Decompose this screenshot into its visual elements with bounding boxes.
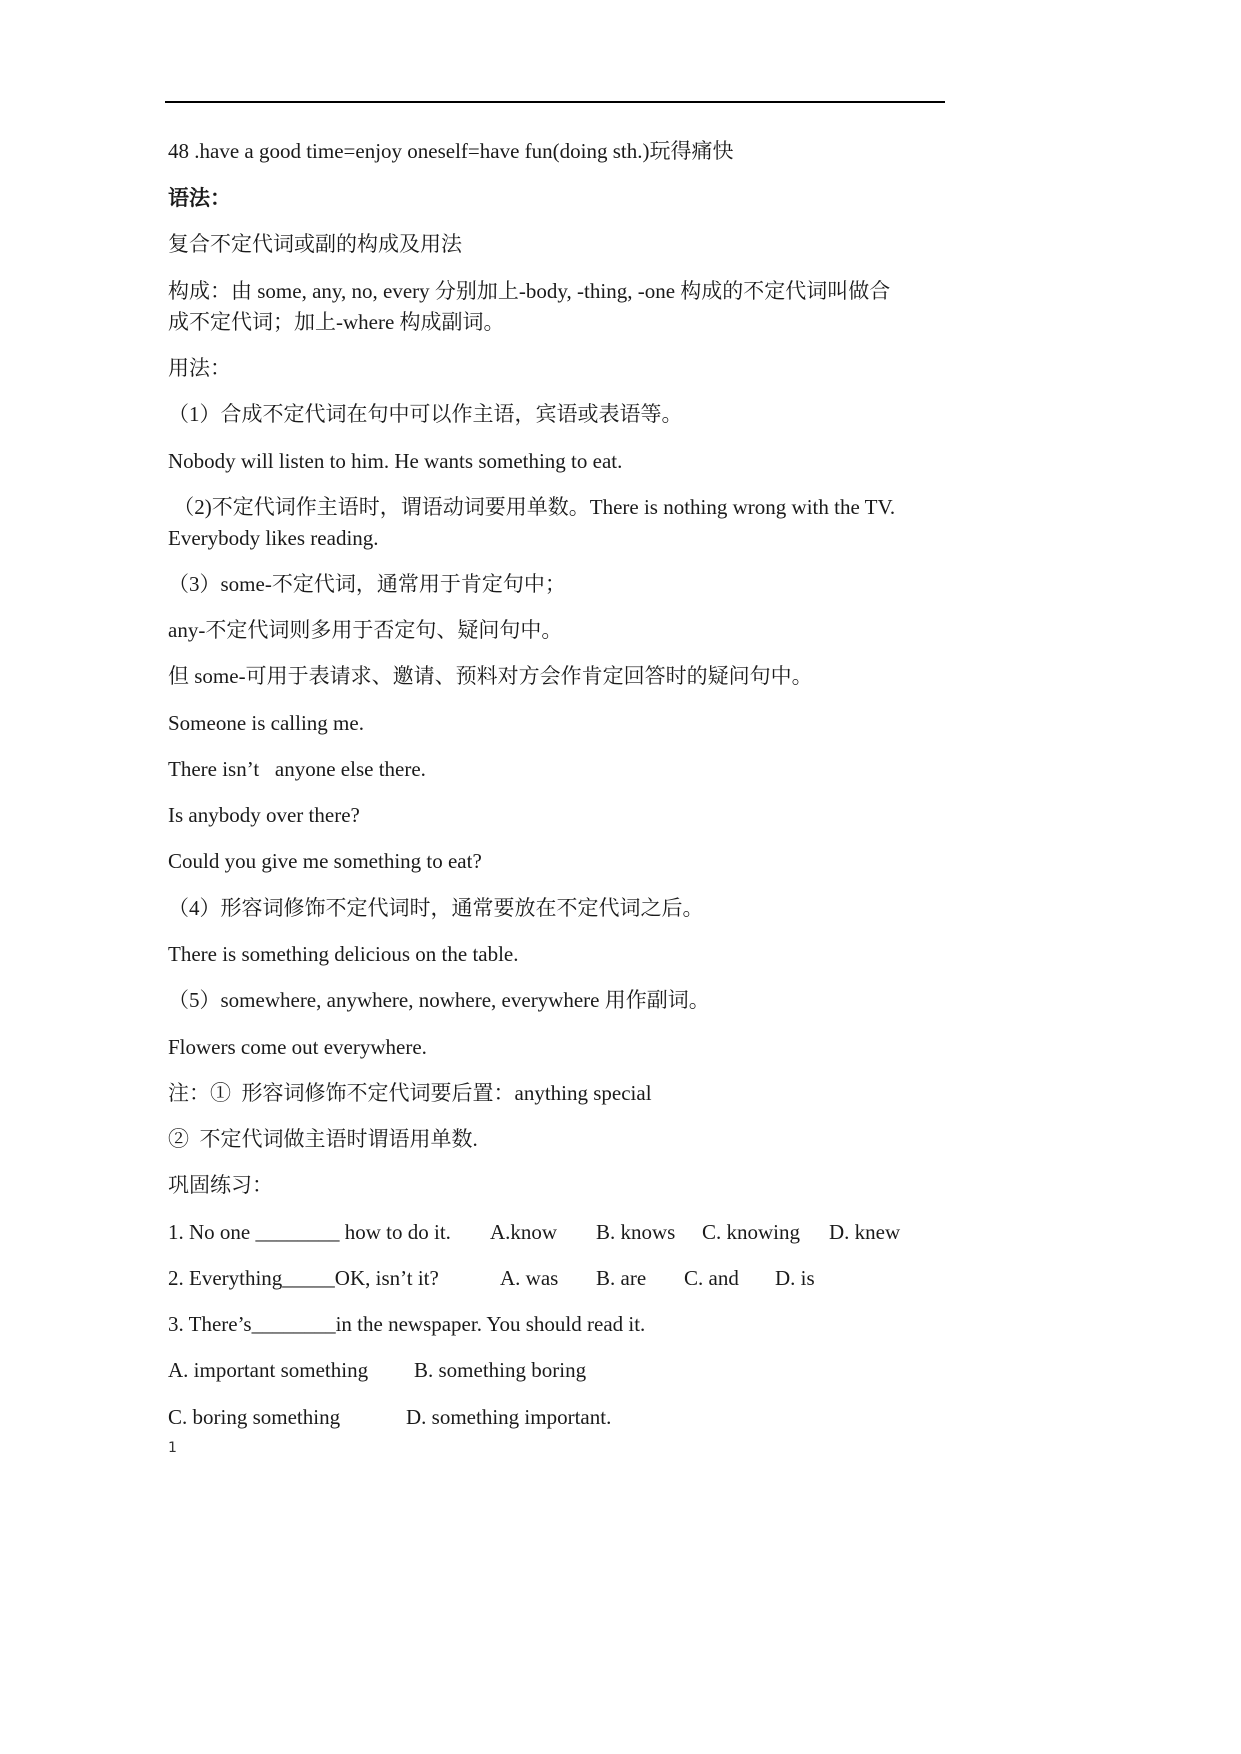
header-rule: [165, 101, 945, 103]
rule-3-example: Someone is calling me.: [168, 711, 364, 735]
rule-2-line-1: （2)不定代词作主语时，谓语动词要用单数。There is nothing wrong with the TV.: [168, 495, 896, 519]
note-2: ② 不定代词做主语时谓语用单数.: [168, 1127, 478, 1151]
grammar-heading: 语法：: [168, 186, 231, 210]
rule-5: （5）somewhere, anywhere, nowhere, everywhere 用作副词。: [168, 988, 710, 1012]
rule-3-example: There isn’t anyone else there.: [168, 757, 426, 781]
rule-1: （1）合成不定代词在句中可以作主语，宾语或表语等。: [168, 402, 683, 426]
note-1: 注：① 形容词修饰不定代词要后置：anything special: [168, 1081, 652, 1105]
question-1-option-a: A.know: [490, 1220, 558, 1244]
rule-3-line-1: （3）some-不定代词，通常用于肯定句中；: [168, 572, 566, 596]
question-3-option-a: A. important something: [168, 1358, 369, 1382]
question-2-option-b: B. are: [596, 1266, 647, 1290]
rule-3-example: Could you give me something to eat?: [168, 849, 482, 873]
question-3-stem: 3. There’s________in the newspaper. You should read it.: [168, 1312, 646, 1336]
rule-3-line-2: any-不定代词则多用于否定句、疑问句中。: [168, 618, 563, 642]
rule-5-example: Flowers come out everywhere.: [168, 1035, 427, 1059]
question-1-option-d: D. knew: [829, 1220, 901, 1244]
formation-line-2: 成不定代词；加上-where 构成副词。: [168, 310, 505, 334]
question-1-option-c: C. knowing: [702, 1220, 801, 1244]
grammar-topic: 复合不定代词或副的构成及用法: [168, 232, 462, 256]
question-1-stem: 1. No one ________ how to do it.: [168, 1220, 451, 1244]
rule-3-line-3: 但 some-可用于表请求、邀请、预料对方会作肯定回答时的疑问句中。: [168, 664, 813, 688]
question-2-option-d: D. is: [775, 1266, 815, 1290]
usage-heading: 用法：: [168, 356, 231, 380]
page-number: 1: [168, 1440, 177, 1456]
formation-line-1: 构成：由 some, any, no, every 分别加上-body, -thing, -one 构成的不定代词叫做合: [168, 279, 891, 303]
question-3-option-d: D. something important.: [406, 1405, 612, 1429]
question-3-option-b: B. something boring: [414, 1358, 587, 1382]
rule-3-example: Is anybody over there?: [168, 803, 360, 827]
vocab-item-48: 48 .have a good time=enjoy oneself=have fun(doing sth.)玩得痛快: [168, 139, 734, 163]
rule-2-line-2: Everybody likes reading.: [168, 526, 379, 550]
question-2-stem: 2. Everything_____OK, isn’t it?: [168, 1266, 439, 1290]
question-2-option-a: A. was: [500, 1266, 559, 1290]
exercise-heading: 巩固练习：: [168, 1173, 273, 1197]
rule-4: （4）形容词修饰不定代词时，通常要放在不定代词之后。: [168, 896, 704, 920]
rule-1-example: Nobody will listen to him. He wants something to eat.: [168, 449, 623, 473]
question-1-option-b: B. knows: [596, 1220, 676, 1244]
question-2-option-c: C. and: [684, 1266, 739, 1290]
rule-4-example: There is something delicious on the table.: [168, 942, 519, 966]
question-3-option-c: C. boring something: [168, 1405, 341, 1429]
